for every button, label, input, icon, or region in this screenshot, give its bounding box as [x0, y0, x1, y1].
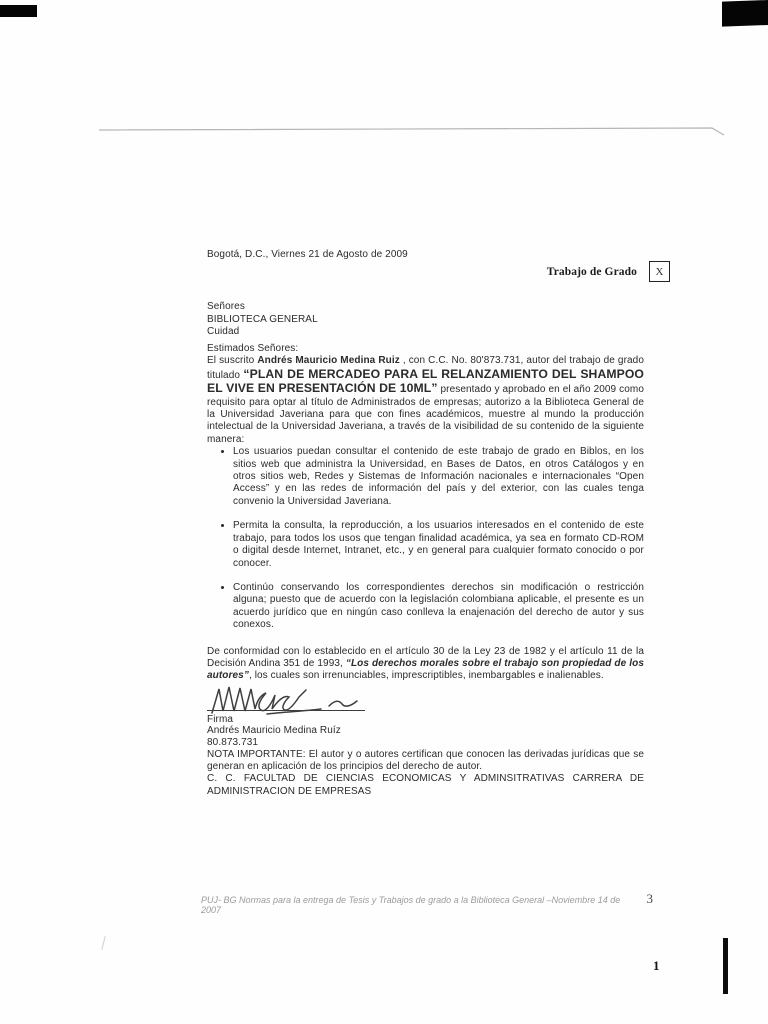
scan-artifact-top-right: [722, 0, 768, 27]
footer-text: PUJ- BG Normas para la entrega de Tesis y Trabajos de grado a la Biblioteca General –Noviembre 14 de 2007: [201, 895, 621, 915]
grade-row: [207, 261, 670, 282]
scan-artifact-top-left: [0, 5, 37, 17]
cc-line: C. C. FACULTAD DE CIENCIAS ECONOMICAS Y ADMINSITRATIVAS CARRERA DE ADMINISTRACION DE EMPRESAS: [207, 773, 644, 797]
list-item-1: • Los usuarios puedan consultar el contenido de este trabajo de grado en Biblos, en los sitios web que administra la Universidad, en Bases de Datos, en otros Catálogos y en otros sitios web, Redes y Sistemas de Información nacionales e internacionales “Open Access” y en las redes de información del país y del exterior, con las cuales tenga convenio la Universidad Javeriana.: [233, 446, 644, 508]
recipient-line-3: Cuidad: [207, 325, 240, 337]
signature-block: [207, 683, 644, 749]
legal-seg-1: De conformidad con lo establecido en el artículo 30 de la Ley 23 de 1982 y el artículo 11 de la Decisión Andina 351 de 1993,: [207, 645, 644, 669]
intro-seg-1: El suscrito: [207, 355, 258, 367]
intro-seg-2: , con C.C. No. 80'873.731, autor del trabajo de grado titulado: [207, 355, 644, 381]
letter-body: [207, 249, 664, 798]
scan-artifact-line: [99, 126, 733, 138]
signature-id: 80.873.731: [207, 736, 259, 748]
signature-scribble-image: [209, 683, 379, 717]
recipient-line-1: Señores: [207, 301, 245, 313]
list-item-2: • Permita la consulta, la reproducción, a los usuarios interesados en el contenido de este trabajo, para todos los usos que tengan finalidad académica, ya sea en formato CD-ROM o digital desde Internet, Intranet, etc., y en general para cualquier formato conocido o por conocer.: [233, 520, 644, 570]
intro-paragraph: [207, 355, 644, 446]
legal-paragraph: [207, 646, 644, 683]
thesis-title: “PLAN DE MERCADEO PARA EL RELANZAMIENTO DEL SHAMPOO EL VIVE EN PRESENTACIÓN DE 10ML”: [207, 366, 644, 396]
footer-page-number: 3: [646, 891, 653, 906]
date-line: Bogotá, D.C., Viernes 21 de Agosto de 2009: [207, 249, 408, 260]
authorization-list: [207, 446, 644, 631]
recipient-block: [207, 301, 644, 338]
important-note: NOTA IMPORTANTE: El autor y o autores certifican que conocen las derivadas jurídicas que se generan en aplicación de los principios del derecho de autor.: [207, 748, 644, 772]
author-name: Andrés Mauricio Medina Ruiz: [257, 355, 400, 367]
scan-artifact-smudge: [101, 936, 105, 950]
grade-label: Trabajo de Grado: [546, 265, 637, 278]
grade-mark: X: [655, 265, 664, 278]
grade-checkbox: [649, 261, 670, 282]
recipient-line-2: BIBLIOTECA GENERAL: [207, 313, 318, 325]
signature-label: Firma: [207, 713, 234, 725]
list-item-3: • Continúo conservando los correspondientes derechos sin modificación o restricción alguna; puesto que de acuerdo con la legislación colombiana aplicable, el presente es un acuerdo jurídico que en ningún caso conlleva la enajenación del derecho de autor y sus conexos.: [233, 582, 644, 632]
legal-seg-2: , los cuales son irrenunciables, imprescriptibles, inembargables e inalienables.: [248, 670, 604, 682]
page-footer: [201, 891, 653, 915]
scan-artifact-right-bar: [723, 938, 728, 994]
signature-name: Andrés Mauricio Medina Ruíz: [207, 725, 341, 737]
corner-page-number: 1: [653, 958, 660, 973]
salutation: Estimados Señores:: [207, 343, 299, 355]
intro-seg-3: presentado y aprobado en el año 2009 como requisito para optar al título de Administrados de empresas; autorizo a la Biblioteca General de la Universidad Javeriana para que con fines académicos, muestre al mundo la producción intelectual de la Universidad Javeriana, a través de la visibilidad de su contenido de la siguiente manera:: [207, 384, 644, 445]
legal-quote: “Los derechos morales sobre el trabajo son propiedad de los autores”: [207, 657, 644, 682]
